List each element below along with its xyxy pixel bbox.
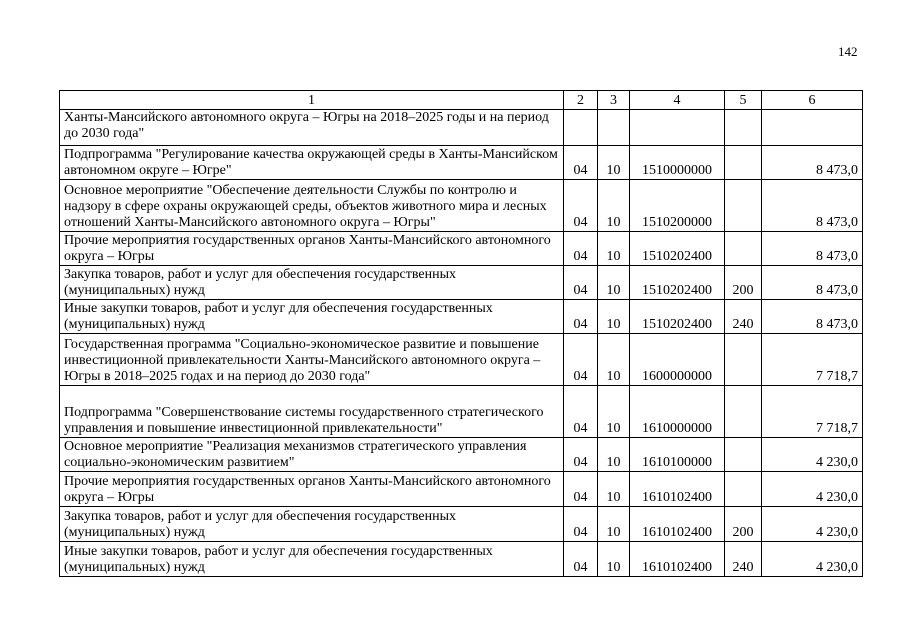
header-col-3: 3 — [598, 91, 630, 110]
row-amount — [762, 110, 863, 146]
row-section: 04 — [564, 507, 598, 542]
row-target-code: 1510200000 — [630, 180, 725, 232]
row-section: 04 — [564, 146, 598, 180]
row-name: Государственная программа "Социально-экономическое развитие и повышение инвестиционной привлекательности Ханты-Мансийского автономного округа – Югры в 2018–2025 годах и на период до 2030 года" — [60, 334, 564, 386]
row-expense-type — [725, 472, 762, 507]
row-name: Подпрограмма "Регулирование качества окружающей среды в Ханты-Мансийском автономном округе – Югре" — [60, 146, 564, 180]
page-number: 142 — [838, 44, 858, 59]
row-section: 04 — [564, 334, 598, 386]
row-target-code: 1510202400 — [630, 300, 725, 334]
row-section: 04 — [564, 386, 598, 438]
row-section: 04 — [564, 266, 598, 300]
row-target-code: 1610102400 — [630, 472, 725, 507]
row-expense-type — [725, 146, 762, 180]
row-amount: 8 473,0 — [762, 266, 863, 300]
row-section — [564, 110, 598, 146]
row-name: Ханты-Мансийского автономного округа – Югры на 2018–2025 годы и на период до 2030 года" — [60, 110, 564, 146]
row-target-code: 1610100000 — [630, 438, 725, 472]
row-target-code: 1610102400 — [630, 507, 725, 542]
row-subsection: 10 — [598, 232, 630, 266]
row-target-code: 1510000000 — [630, 146, 725, 180]
row-amount: 4 230,0 — [762, 438, 863, 472]
table-row — [60, 180, 863, 232]
row-expense-type — [725, 438, 762, 472]
budget-table — [59, 90, 863, 577]
table-row — [60, 472, 863, 507]
row-subsection: 10 — [598, 334, 630, 386]
row-section: 04 — [564, 542, 598, 577]
row-name: Основное мероприятие "Обеспечение деятельности Службы по контролю и надзору в сфере охраны окружающей среды, объектов животного мира и лесных отношений Ханты-Мансийского автономного округа – Югры" — [60, 180, 564, 232]
row-target-code: 1610000000 — [630, 386, 725, 438]
row-expense-type: 240 — [725, 300, 762, 334]
row-subsection: 10 — [598, 180, 630, 232]
row-name: Прочие мероприятия государственных органов Ханты-Мансийского автономного округа – Югры — [60, 232, 564, 266]
header-col-6: 6 — [762, 91, 863, 110]
row-name: Основное мероприятие "Реализация механизмов стратегического управления социально-экономическим развитием" — [60, 438, 564, 472]
row-target-code: 1600000000 — [630, 334, 725, 386]
row-subsection: 10 — [598, 542, 630, 577]
row-name: Иные закупки товаров, работ и услуг для обеспечения государственных (муниципальных) нужд — [60, 542, 564, 577]
row-target-code: 1510202400 — [630, 266, 725, 300]
row-target-code: 1510202400 — [630, 232, 725, 266]
header-col-2: 2 — [564, 91, 598, 110]
table-header — [60, 91, 863, 110]
row-section: 04 — [564, 180, 598, 232]
row-expense-type — [725, 334, 762, 386]
row-section: 04 — [564, 472, 598, 507]
header-col-1: 1 — [60, 91, 564, 110]
table-row — [60, 542, 863, 577]
row-expense-type — [725, 110, 762, 146]
row-subsection: 10 — [598, 266, 630, 300]
row-amount: 4 230,0 — [762, 542, 863, 577]
table-row — [60, 146, 863, 180]
row-amount: 7 718,7 — [762, 386, 863, 438]
row-amount: 7 718,7 — [762, 334, 863, 386]
table-row — [60, 334, 863, 386]
header-col-4: 4 — [630, 91, 725, 110]
header-row — [60, 91, 863, 110]
row-amount: 8 473,0 — [762, 180, 863, 232]
row-expense-type: 240 — [725, 542, 762, 577]
row-section: 04 — [564, 232, 598, 266]
row-subsection: 10 — [598, 386, 630, 438]
row-section: 04 — [564, 300, 598, 334]
row-amount: 8 473,0 — [762, 300, 863, 334]
row-name: Закупка товаров, работ и услуг для обеспечения государственных (муниципальных) нужд — [60, 266, 564, 300]
row-subsection: 10 — [598, 507, 630, 542]
table-row — [60, 110, 863, 146]
header-col-5: 5 — [725, 91, 762, 110]
row-amount: 4 230,0 — [762, 507, 863, 542]
row-amount: 8 473,0 — [762, 146, 863, 180]
row-name: Иные закупки товаров, работ и услуг для обеспечения государственных (муниципальных) нужд — [60, 300, 564, 334]
row-target-code: 1610102400 — [630, 542, 725, 577]
row-expense-type: 200 — [725, 266, 762, 300]
table-row — [60, 300, 863, 334]
row-amount: 8 473,0 — [762, 232, 863, 266]
row-expense-type — [725, 180, 762, 232]
row-subsection — [598, 110, 630, 146]
table-row — [60, 232, 863, 266]
table-row — [60, 507, 863, 542]
row-expense-type — [725, 232, 762, 266]
row-section: 04 — [564, 438, 598, 472]
row-subsection: 10 — [598, 472, 630, 507]
row-subsection: 10 — [598, 300, 630, 334]
table-body — [60, 110, 863, 577]
row-name: Подпрограмма "Совершенствование системы государственного стратегического управления и повышение инвестиционной привлекательности" — [60, 386, 564, 438]
table-row — [60, 438, 863, 472]
row-subsection: 10 — [598, 146, 630, 180]
row-target-code — [630, 110, 725, 146]
table-row — [60, 386, 863, 438]
row-amount: 4 230,0 — [762, 472, 863, 507]
row-expense-type: 200 — [725, 507, 762, 542]
row-expense-type — [725, 386, 762, 438]
row-name: Прочие мероприятия государственных органов Ханты-Мансийского автономного округа – Югры — [60, 472, 564, 507]
table-row — [60, 266, 863, 300]
row-name: Закупка товаров, работ и услуг для обеспечения государственных (муниципальных) нужд — [60, 507, 564, 542]
row-subsection: 10 — [598, 438, 630, 472]
